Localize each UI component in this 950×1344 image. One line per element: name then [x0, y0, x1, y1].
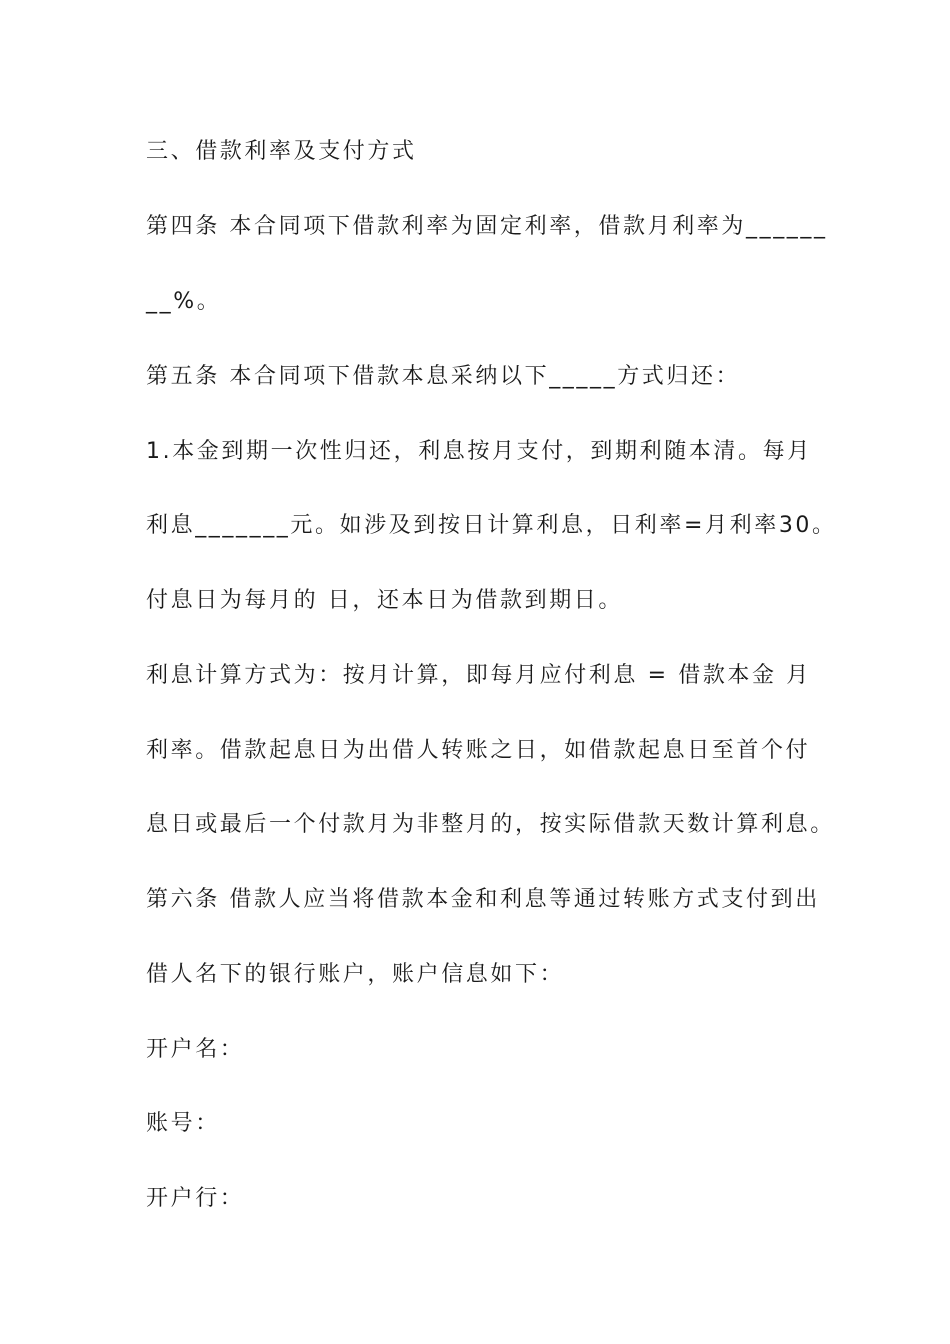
section-heading: 三、借款利率及支付方式	[146, 139, 417, 164]
interest-calc-line-1: 利息计算方式为：按月计算，即每月应付利息 = 借款本金 月	[146, 663, 811, 688]
account-name-label: 开户名：	[146, 1037, 245, 1062]
article-6-line-1: 第六条 借款人应当将借款本金和利息等通过转账方式支付到出	[146, 887, 820, 912]
article-5-line-1: 第五条 本合同项下借款本息采纳以下_____方式归还：	[146, 364, 741, 389]
interest-calc-line-3: 息日或最后一个付款月为非整月的，按实际借款天数计算利息。	[146, 812, 835, 837]
account-number-label: 账号：	[146, 1111, 220, 1136]
article-5-item-1-line-3: 付息日为每月的 日，还本日为借款到期日。	[146, 588, 623, 613]
article-4-line-1: 第四条 本合同项下借款利率为固定利率，借款月利率为______	[146, 214, 828, 239]
article-5-item-1-line-1: 1.本金到期一次性归还，利息按月支付，到期利随本清。每月	[146, 439, 812, 464]
article-5-item-1-line-2: 利息_______元。如涉及到按日计算利息，日利率=月利率30。	[146, 513, 837, 538]
article-6-line-2: 借人名下的银行账户，账户信息如下：	[146, 962, 565, 987]
bank-name-label: 开户行：	[146, 1186, 245, 1211]
article-4-line-2: __%。	[146, 289, 222, 314]
interest-calc-line-2: 利率。借款起息日为出借人转账之日，如借款起息日至首个付	[146, 738, 811, 763]
